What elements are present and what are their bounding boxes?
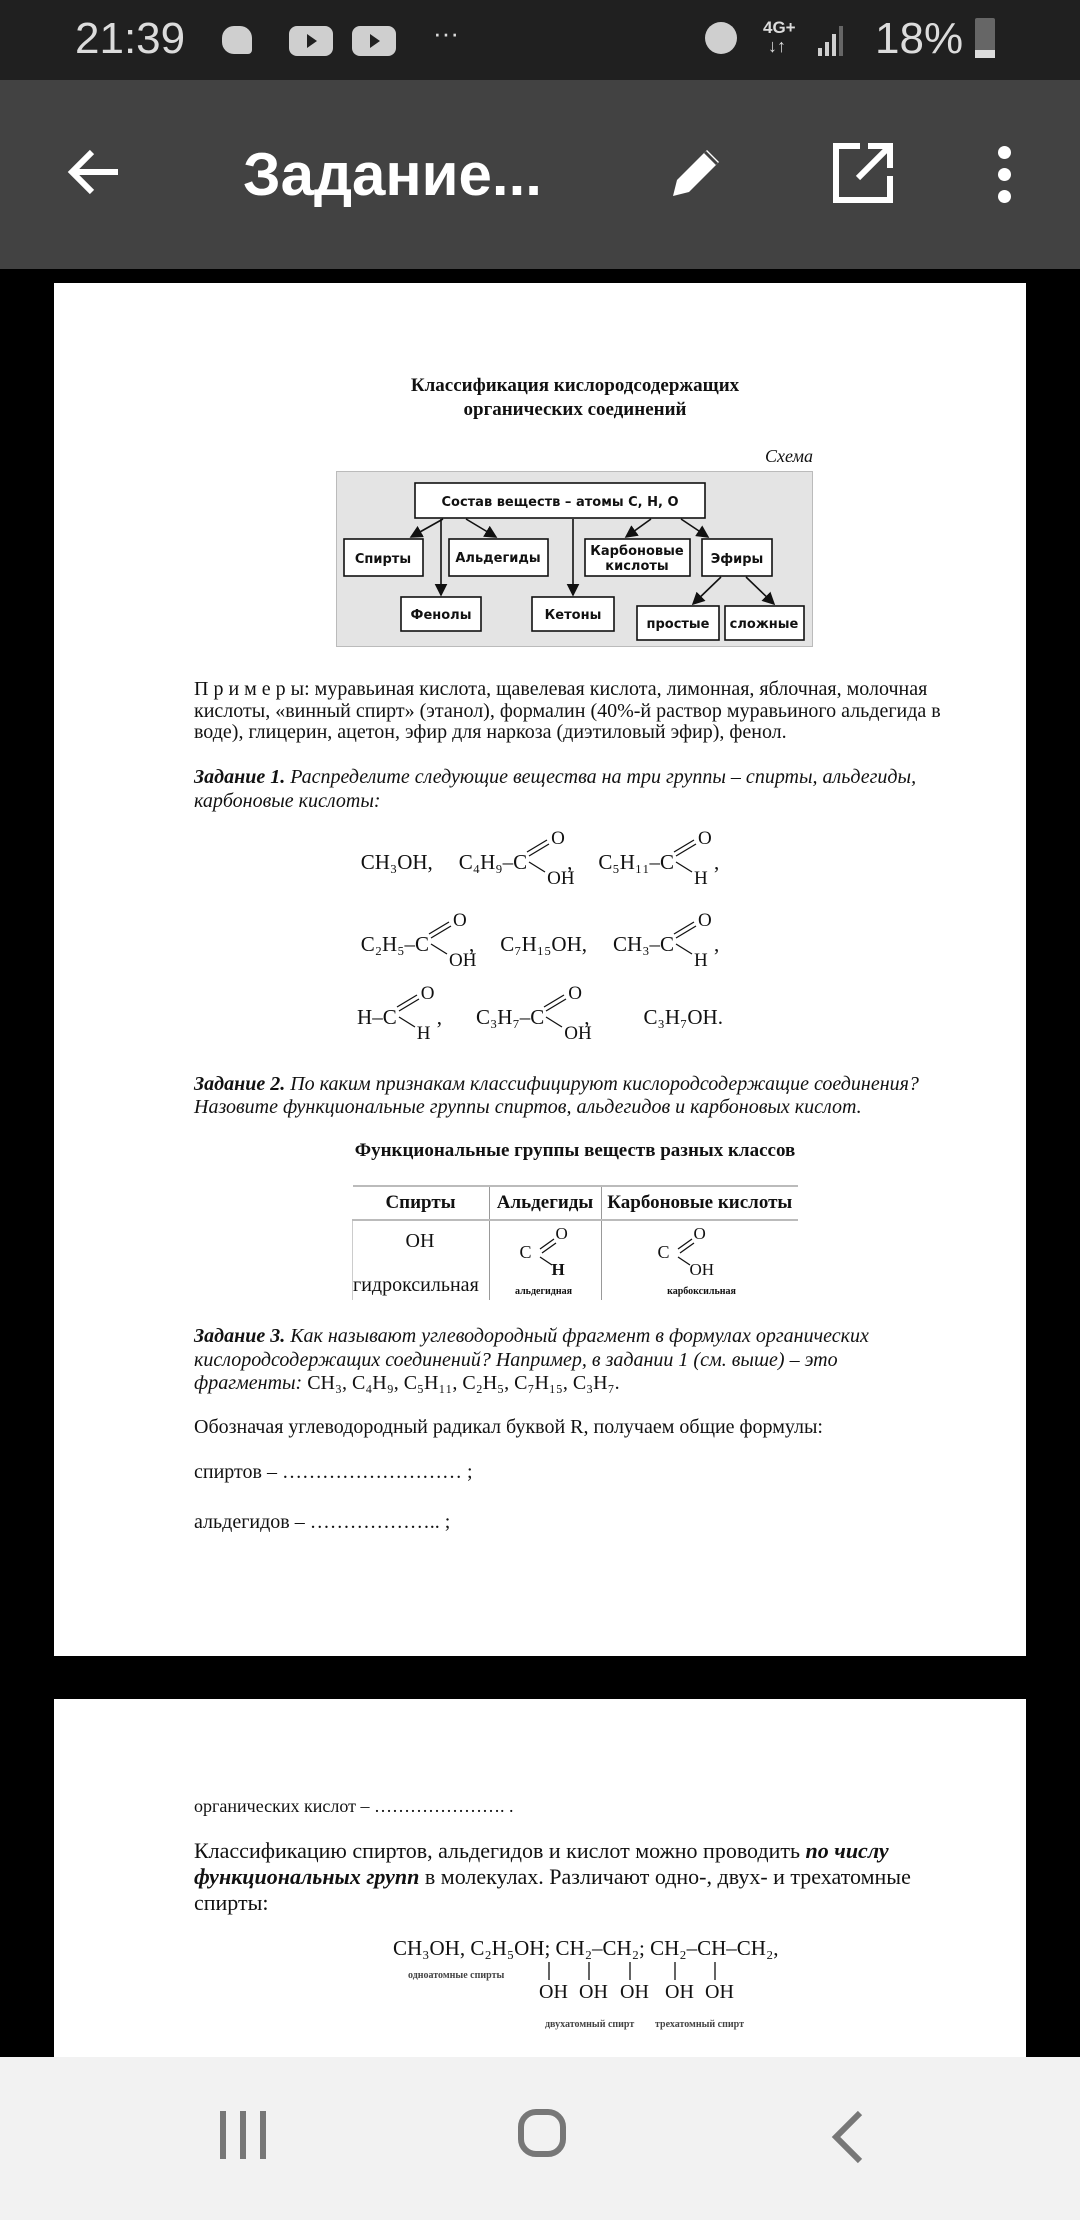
table-header: Альдегиды [489,1186,601,1220]
task1-text: карбоновые кислоты: [194,790,381,812]
oh-group: OH [705,1981,734,2003]
battery-icon [975,18,995,58]
label-trihydric: трехатомный спирт [655,2019,744,2030]
formula: C₇H₁₅OH, [500,932,588,956]
functional-groups-table [352,1185,798,1300]
oh-group: OH [539,1981,568,2003]
formula-aldehyde: H–C O H , [357,982,442,1044]
alcohol-cell [353,1220,490,1300]
recent-apps-icon[interactable] [218,2111,268,2159]
scheme-acids-line1: Карбоновые [590,544,684,559]
examples-line: П р и м е р ы: муравьиная кислота, щавелевая кислота, лимонная, яблочная, молочная [194,678,928,700]
arrow-to-ethers [681,519,708,537]
network-type: 4G+ [763,18,796,37]
acid-cell: C O OH карбоксильная [657,1224,736,1297]
more-notifications-icon: ··· [433,18,459,48]
table-header: Карбоновые кислоты [607,1192,793,1213]
hydroxyl-formula: OH [405,1230,435,1252]
task2-text: Назовите функциональные группы спиртов, альдегидов и карбоновых кислот. [194,1096,862,1118]
classification-paragraph-line: функциональных групп в молекулах. Различают одно-, двух- и трехатомные [194,1864,911,1889]
messenger-notification-icon [222,26,252,54]
task3-text: кислородсодержащих соединений? Например, в задании 1 (см. выше) – это [194,1349,838,1371]
app-bar [0,80,1080,269]
formula-aldehyde: CH₃–C O H , [613,909,720,971]
task1-text: Распределите следующие вещества на три группы – спирты, альдегиды, [290,766,917,788]
arrow-to-alcohols [411,519,443,537]
back-icon[interactable] [828,2109,868,2165]
oh-group: OH [665,1981,694,2003]
label-dihydric: двухатомный спирт [545,2019,635,2030]
back-arrow-icon[interactable] [62,140,126,204]
battery-percent: 18% [875,14,964,63]
scheme-aldehydes: Альдегиды [455,551,541,566]
scheme-root: Состав веществ – атомы С, Н, О [441,495,679,510]
document-title: Задание... [243,141,542,208]
formula-row [0,827,1080,889]
open-external-icon[interactable] [832,142,894,204]
task3-line [194,1373,620,1393]
table-title: Функциональные группы веществ разных классов [354,1140,796,1161]
acids-blank[interactable]: органических кислот – …………………. . [194,1796,514,1816]
oh-group: OH [579,1981,608,2003]
table-header: Спирты [353,1186,490,1220]
formula-row [0,909,1080,971]
formula-carboxylic: C₃H₇–C O OH , [475,982,592,1044]
task3-line [194,1326,869,1346]
aldehydes-blank[interactable]: альдегидов – ……………….. ; [194,1511,451,1533]
arrow-to-complex [746,577,774,604]
scheme-simple: простые [646,617,710,632]
scheme-ketones: Кетоны [544,608,602,623]
navigation-bar [0,2057,1080,2220]
formula: CH₃OH, [360,850,433,874]
scheme-label: Схема [764,446,813,466]
scheme-diagram [336,471,813,647]
arrow-to-aldehydes [466,519,496,537]
signal-icon [818,24,846,56]
formula: C₃H₇OH. [643,1005,723,1029]
doc-title-line1: Классификация кислородсодержащих [410,375,740,396]
formula-row [0,982,1080,1044]
examples-line: кислоты, «винный спирт» (этанол), формалин (40%-й раствор муравьиного альдегида в [194,700,941,722]
youtube-notification-icon [289,26,333,56]
alarm-icon [705,22,737,54]
scheme-alcohols: Спирты [354,552,412,567]
arrow-to-acids [626,519,651,537]
aldehyde-name: альдегидная [514,1286,573,1297]
scheme-complex: сложные [729,617,799,632]
classification-paragraph-line: спирты: [194,1890,269,1915]
oh-group: OH [620,1981,649,2003]
aldehyde-cell: C O H альдегидная [489,1220,601,1300]
scheme-acids-line2: кислоты [605,559,669,574]
task3-text: Как называют углеводородный фрагмент в формулах органических [290,1325,869,1347]
task3-label: Задание 3. [194,1325,286,1347]
emphasis: функциональных групп [194,1864,420,1889]
task1-line [194,767,916,787]
general-formulas-intro: Обозначая углеводородный радикал буквой R, получаем общие формулы: [194,1416,823,1438]
examples-line: воде), глицерин, ацетон, эфир для наркоза (диэтиловый эфир), фенол. [194,721,787,743]
more-options-icon[interactable] [995,146,1015,206]
alcohols-blank[interactable]: спиртов – ……………………… ; [194,1461,473,1483]
emphasis: по числу [805,1838,889,1863]
label-monohydric: одноатомные спирты [408,1970,505,1981]
home-icon[interactable] [518,2109,566,2157]
formula-carboxylic: C₂H₅–C O OH , [360,909,477,971]
status-bar [0,0,1080,80]
alcohols-formula-line: CH₃OH, C₂H₅OH; CH₂–CH₂; CH₂–CH–CH₂, [393,1936,779,1960]
classification-scheme [336,471,813,647]
fragments-list: CH₃, C₄H₉, C₅H₁₁, C₂H₅, C₇H₁₅, C₃H₇. [307,1372,620,1394]
youtube-notification-icon [352,26,396,56]
clock: 21:39 [75,14,186,63]
edit-pencil-icon[interactable] [665,140,729,204]
scheme-ethers: Эфиры [710,552,764,567]
arrow-to-simple [693,577,721,604]
scheme-phenols: Фенолы [410,608,472,623]
task2-line [194,1074,919,1094]
task2-text: По каким признакам классифицируют кислородсодержащие соединения? [290,1073,919,1095]
formula-carboxylic: C₄H₉–C O OH , [458,827,575,889]
carboxyl-name: карбоксильная [667,1286,736,1297]
doc-title-line2: органических соединений [463,399,687,420]
task3-text: фрагменты: [194,1372,303,1394]
hydroxyl-name: гидроксильная [353,1274,479,1296]
task2-label: Задание 2. [194,1073,286,1095]
formula-aldehyde: C₅H₁₁–C O H , [598,827,720,889]
task1-label: Задание 1. [194,766,286,788]
data-arrows-icon: ↓↑ [768,36,786,56]
classification-paragraph-line: Классификацию спиртов, альдегидов и кислот можно проводить по числу [194,1838,889,1863]
